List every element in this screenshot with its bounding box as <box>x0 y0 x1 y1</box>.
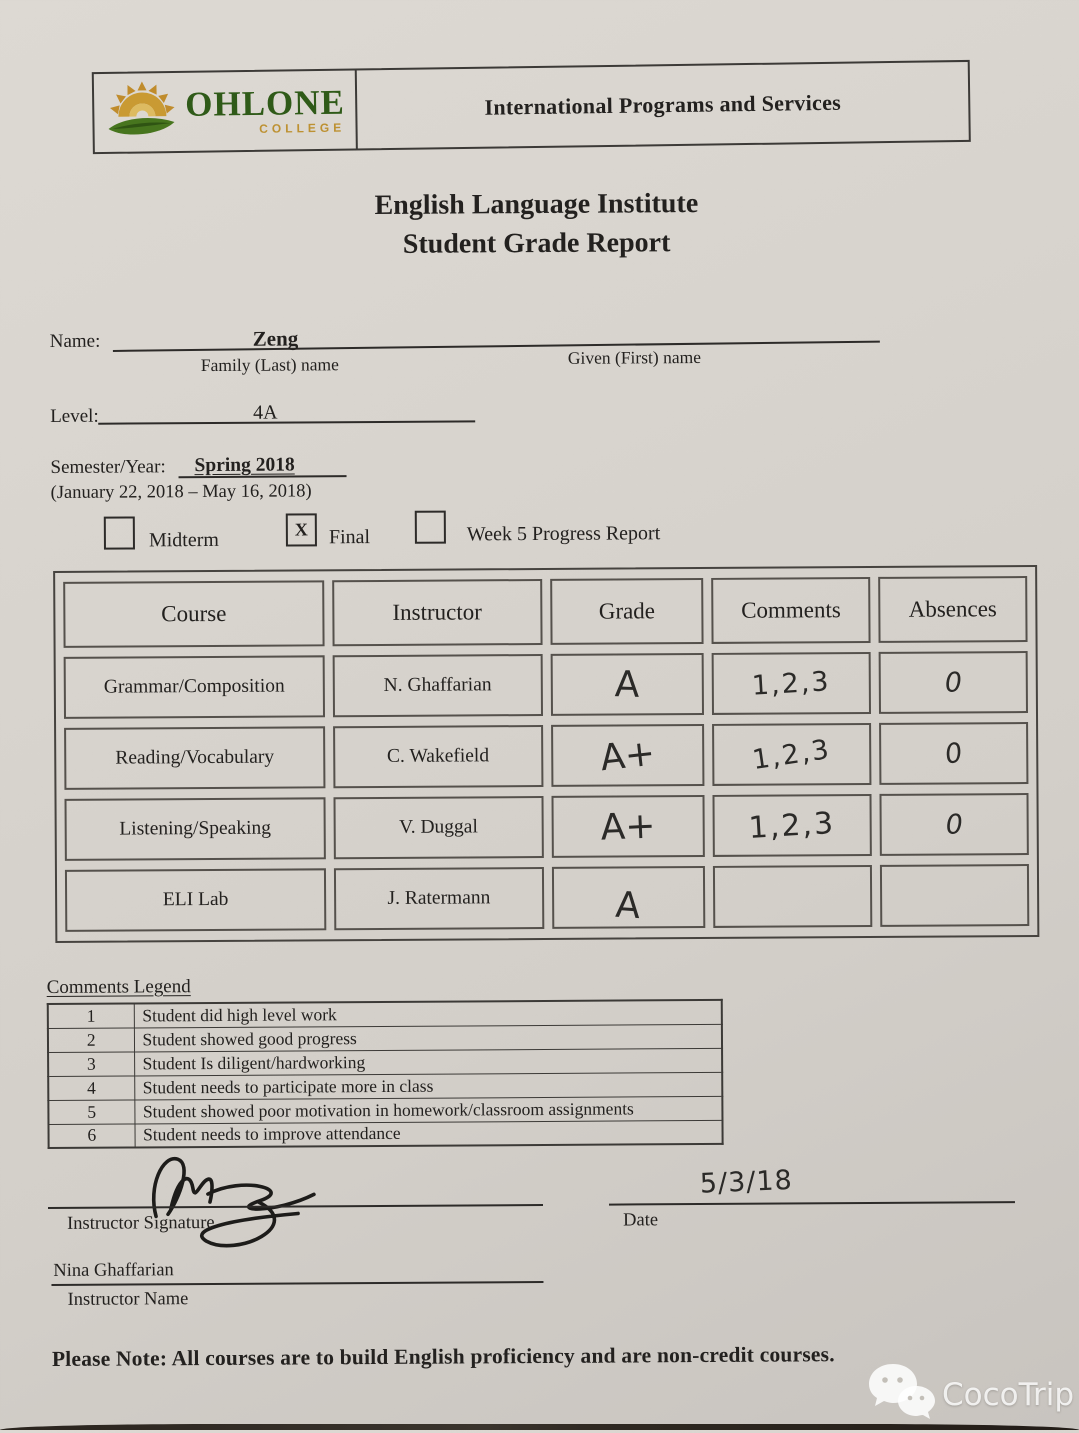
course-cell: Grammar/Composition <box>64 655 325 719</box>
final-checkbox-label: Final <box>328 526 371 549</box>
date-line <box>609 1157 1015 1205</box>
grades-table <box>53 565 1039 943</box>
legend-num: 6 <box>48 1123 134 1148</box>
logo-subtitle: COLLEGE <box>259 120 346 136</box>
comments-legend-title: Comments Legend <box>46 976 191 999</box>
course-cell: Listening/Speaking <box>65 797 326 861</box>
family-name-hint: Family (Last) name <box>200 354 339 376</box>
table-row <box>65 793 1029 861</box>
sun-leaf-logo-icon <box>106 77 179 147</box>
legend-num: 2 <box>48 1027 134 1052</box>
final-checkbox <box>286 513 317 546</box>
instructor-cell: N. Ghaffarian <box>333 654 543 717</box>
table-row <box>65 864 1029 932</box>
legend-num: 4 <box>48 1075 134 1100</box>
comments-cell: 1,2,3 <box>712 652 871 715</box>
date-label: Date <box>623 1210 659 1231</box>
absences-cell: 0 <box>879 793 1029 856</box>
course-cell: ELI Lab <box>65 868 326 932</box>
document-title <box>0 183 1076 267</box>
col-header-absences: Absences <box>878 576 1028 643</box>
col-header-course: Course <box>63 580 324 648</box>
absences-cell <box>880 864 1030 927</box>
instructor-name-line <box>51 1240 543 1286</box>
legend-text: Student Is diligent/hardworking <box>134 1048 722 1076</box>
absences-cell: 0 <box>878 651 1028 714</box>
document-title-line1: English Language Institute <box>374 188 699 221</box>
final-checkbox-mark: X <box>294 519 308 540</box>
semester-label: Semester/Year: <box>50 456 166 478</box>
col-header-comments: Comments <box>712 577 871 644</box>
semester-value: Spring 2018 <box>194 454 295 477</box>
header-banner <box>92 60 971 154</box>
legend-num: 5 <box>48 1099 134 1124</box>
grade-cell: A+ <box>551 795 705 858</box>
instructor-name-label: Instructor Name <box>67 1289 189 1310</box>
col-header-grade: Grade <box>550 578 704 645</box>
level-value: 4A <box>253 401 278 424</box>
legend-text: Student showed poor motivation in homework/classroom assignments <box>134 1096 722 1124</box>
midterm-checkbox <box>104 516 135 549</box>
comments-legend-table <box>47 999 724 1149</box>
given-name-hint: Given (First) name <box>567 347 702 368</box>
week5-checkbox <box>415 511 446 544</box>
midterm-checkbox-label: Midterm <box>148 528 219 552</box>
comments-cell: 1,2,3 <box>713 794 872 857</box>
grade-cell: A+ <box>551 724 705 787</box>
legend-text: Student needs to improve attendance <box>134 1120 722 1148</box>
signature-line <box>48 1160 543 1209</box>
document-title-line2: Student Grade Report <box>402 226 671 260</box>
ohlone-college-logo <box>94 70 358 152</box>
date-value: 5/3/18 <box>699 1164 794 1200</box>
col-header-instructor: Instructor <box>332 579 542 646</box>
comments-cell <box>713 865 872 928</box>
instructor-signature-label: Instructor Signature <box>67 1212 215 1234</box>
legend-num: 1 <box>48 1003 134 1028</box>
absences-cell: 0 <box>879 722 1029 785</box>
family-name-value: Zeng <box>252 326 299 351</box>
table-row <box>64 651 1028 719</box>
legend-text: Student showed good progress <box>134 1024 722 1052</box>
footer-note: Please Note: All courses are to build English proficiency and are non-credit courses. <box>51 1342 835 1371</box>
watermark-label: CocoTrip <box>942 1376 1075 1413</box>
semester-range: (January 22, 2018 – May 16, 2018) <box>50 481 312 503</box>
name-label: Name: <box>49 330 101 352</box>
instructor-cell: J. Ratermann <box>334 867 544 930</box>
grade-cell: A <box>552 866 706 929</box>
instructor-name-value: Nina Ghaffarian <box>53 1260 174 1281</box>
table-row <box>64 722 1028 790</box>
level-line <box>98 376 475 424</box>
instructor-cell: C. Wakefield <box>333 725 543 788</box>
comments-cell: 1,2,3 <box>712 723 871 786</box>
legend-text: Student did high level work <box>134 1000 722 1028</box>
grade-cell: A <box>550 653 704 716</box>
grades-header-row <box>63 576 1027 648</box>
instructor-cell: V. Duggal <box>333 796 543 859</box>
level-label: Level: <box>50 405 99 427</box>
logo-name: OHLONE <box>184 82 346 124</box>
name-line <box>112 295 880 352</box>
legend-num: 3 <box>48 1051 134 1076</box>
week5-checkbox-label: Week 5 Progress Report <box>466 522 661 546</box>
photo-bottom-edge <box>0 1424 1079 1430</box>
legend-text: Student needs to participate more in class <box>134 1072 722 1100</box>
department-title: International Programs and Services <box>484 89 842 120</box>
course-cell: Reading/Vocabulary <box>64 726 325 790</box>
